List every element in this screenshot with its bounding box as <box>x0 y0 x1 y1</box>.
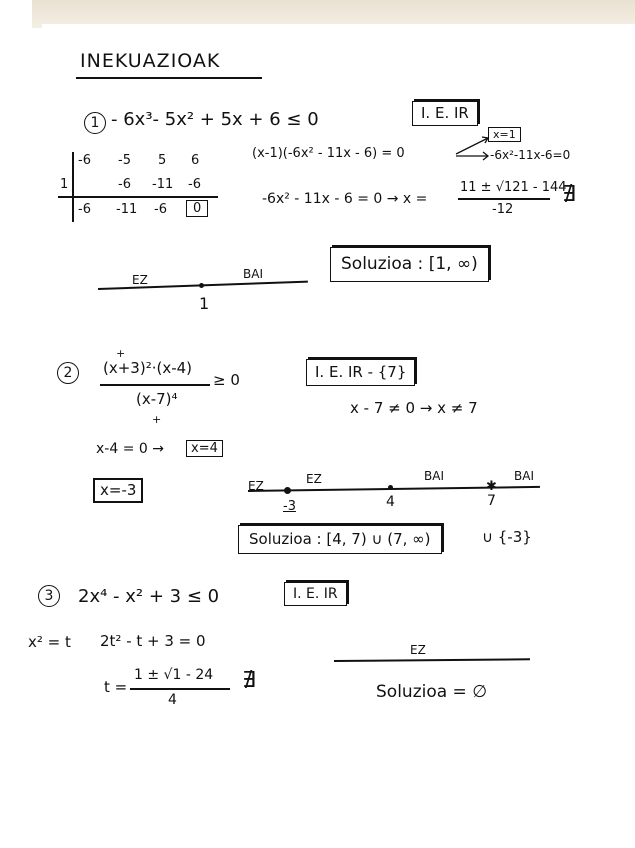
problem-2-relation: ≥ 0 <box>213 371 240 389</box>
problem-2-fraction-bar <box>100 384 210 386</box>
page-title: INEKUAZIOAK <box>80 50 221 72</box>
problem-1-fraction-numerator: 11 ± √121 - 144 <box>460 180 567 195</box>
problem-1-number: 1 <box>84 112 106 134</box>
ruffini-middle: -6 <box>188 177 201 192</box>
problem-1-line-label-right: BAI <box>243 267 263 281</box>
ruffini-remainder: 0 <box>186 200 208 217</box>
problem-2-excluded-point-icon: ✱ <box>486 479 497 494</box>
problem-1-root-box: x=1 <box>488 127 521 142</box>
ruffini-coef: 5 <box>158 153 167 168</box>
problem-3-inequality: 2x⁴ - x² + 3 ≤ 0 <box>78 586 220 607</box>
title-underline <box>76 77 262 79</box>
problem-3-fraction-bar <box>130 688 230 690</box>
problem-1-solution-box: Soluzioa : [1, ∞) <box>330 247 489 282</box>
problem-3-line-label: EZ <box>410 643 426 657</box>
problem-1-fraction-bar <box>458 198 550 200</box>
problem-1-inequality: - 6x³- 5x² + 5x + 6 ≤ 0 <box>111 109 319 130</box>
problem-2-numerator-sign: + <box>116 347 126 360</box>
ruffini-root: 1 <box>60 177 69 192</box>
problem-2-line-point-label: 4 <box>386 494 395 510</box>
problem-2-line-label: EZ <box>306 472 322 486</box>
problem-2-line-point <box>388 485 393 490</box>
ruffini-middle: -6 <box>118 177 131 192</box>
problem-3-quadratic: 2t² - t + 3 = 0 <box>100 632 206 650</box>
problem-3-solution: Soluzioa = ∅ <box>376 682 488 702</box>
problem-2-number: 2 <box>57 362 79 384</box>
problem-3-domain-box: I. E. IR <box>284 582 347 606</box>
problem-2-solution-extra: ∪ {-3} <box>482 528 532 546</box>
problem-1-line-point-label: 1 <box>199 294 210 313</box>
problem-3-fraction-numerator: 1 ± √1 - 24 <box>134 667 214 683</box>
problem-1-line-label-left: EZ <box>132 273 148 287</box>
ruffini-coef: -5 <box>118 153 131 168</box>
problem-3-substitution: x² = t <box>28 633 71 651</box>
problem-2-line-point-label: -3 <box>283 499 296 514</box>
problem-2-root-box-4: x=4 <box>186 440 223 457</box>
problem-3-no-solution-symbol: ∄ <box>242 668 256 693</box>
problem-2-domain-condition: x - 7 ≠ 0 → x ≠ 7 <box>350 399 478 417</box>
problem-2-numerator: (x+3)²·(x-4) <box>103 359 193 377</box>
problem-3-t-label: t = <box>104 678 128 696</box>
ruffini-bottom: -11 <box>116 202 138 217</box>
problem-2-root-box-minus-3: x=-3 <box>93 478 143 503</box>
ruffini-vertical-bar <box>72 152 74 222</box>
problem-2-solution-box: Soluzioa : [4, 7) ∪ (7, ∞) <box>238 525 442 554</box>
problem-1-fraction-denominator: -12 <box>492 202 514 217</box>
problem-1-factored: (x-1)(-6x² - 11x - 6) = 0 <box>252 146 405 161</box>
problem-2-denominator-sign: + <box>152 413 162 426</box>
problem-1-quadratic: -6x²-11x-6=0 <box>490 148 571 162</box>
problem-3-fraction-denominator: 4 <box>168 692 177 708</box>
problem-2-line-label: EZ <box>248 479 264 493</box>
ruffini-coef: -6 <box>78 153 91 168</box>
problem-2-equation: x-4 = 0 → <box>96 441 164 457</box>
problem-2-line-label: BAI <box>514 469 534 483</box>
problem-1-line-point <box>199 283 204 288</box>
problem-2-line-point <box>284 487 291 494</box>
ruffini-horizontal-bar <box>58 196 218 198</box>
problem-2-line-point-label: 7 <box>487 493 496 509</box>
problem-2-domain-box: I. E. IR - {7} <box>306 359 415 386</box>
ruffini-middle: -11 <box>152 177 174 192</box>
problem-1-domain-box: I. E. IR <box>412 101 478 126</box>
ruffini-coef: 6 <box>191 153 200 168</box>
problem-1-quadratic-solve: -6x² - 11x - 6 = 0 → x = <box>262 191 428 207</box>
problem-1-no-solution-symbol: ∄ <box>562 182 576 207</box>
problem-3-number: 3 <box>38 585 60 607</box>
ruffini-bottom: -6 <box>78 202 91 217</box>
problem-2-denominator: (x-7)⁴ <box>136 390 178 408</box>
arrow-icons <box>454 134 494 164</box>
problem-2-line-label: BAI <box>424 469 444 483</box>
ruffini-bottom: -6 <box>154 202 167 217</box>
